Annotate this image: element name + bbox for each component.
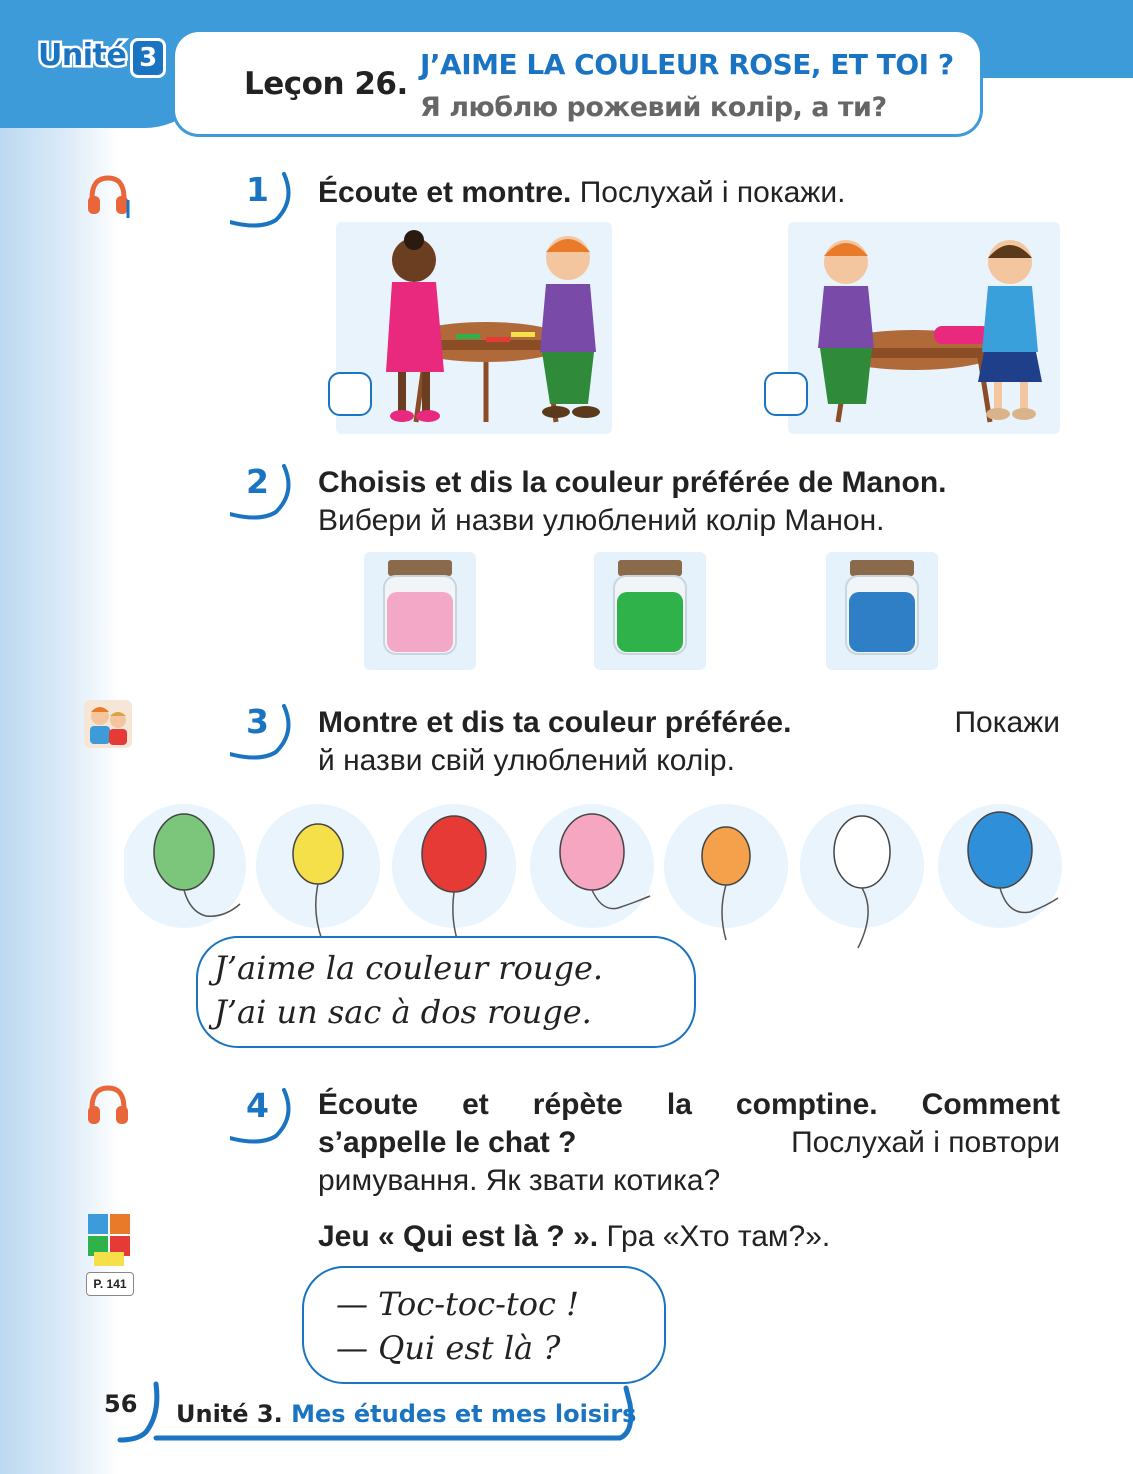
unit-word: Unité (38, 38, 127, 73)
exercise-number-text: 4 (246, 1086, 269, 1125)
jar-blue-icon (826, 552, 938, 670)
jar-tile-pink[interactable] (364, 552, 476, 670)
exercise-3-fr: Montre et dis ta couleur préférée. (318, 706, 792, 739)
game-fr: Jeu « Qui est là ? ». (318, 1220, 599, 1253)
balloon-pink[interactable] (530, 804, 654, 928)
balloon-row (124, 792, 1064, 952)
game-instruction (318, 1218, 830, 1256)
speech-2-line1: — Toc-toc-toc ! (336, 1285, 579, 1323)
exercise-3-ua-line1: Покажи (954, 706, 1060, 739)
headphones-icon (84, 170, 132, 218)
footer-title: Mes études et mes loisirs (291, 1400, 637, 1428)
exercise-2-instruction (318, 464, 1060, 540)
speech-1-line1: J’aime la couleur rouge. (214, 949, 604, 987)
jar-liquid (849, 592, 915, 652)
footer-unit: Unité 3. (176, 1400, 283, 1428)
lesson-title-fr: J’AIME LA COULEUR ROSE, ET TOI ? (420, 48, 954, 81)
speech-bubble-2-text (336, 1282, 579, 1370)
balloon-yellow[interactable] (256, 804, 380, 940)
balloon-white[interactable] (800, 804, 924, 948)
exercise-4-ua-line3: римування. Як звати котика? (318, 1164, 721, 1197)
lesson-title-ua: Я люблю рожевий колір, а ти? (420, 92, 887, 123)
answer-box-1[interactable] (328, 372, 372, 416)
jar-pink-icon (364, 552, 476, 670)
answer-box-2[interactable] (764, 372, 808, 416)
jar-tile-blue[interactable] (826, 552, 938, 670)
speech-2-line2: — Qui est là ? (336, 1329, 561, 1367)
jar-green-icon (594, 552, 706, 670)
exercise-2-fr: Choisis et dis la couleur préférée de Manon. (318, 466, 947, 499)
exercise-3-number (230, 702, 294, 762)
speech-1-line2: J’ai un sac à dos rouge. (214, 993, 592, 1031)
illustration-girl-boy-table (336, 222, 612, 434)
page-number: 56 (104, 1390, 138, 1418)
exercise-2-number (230, 462, 294, 522)
number-bracket-icon (230, 462, 294, 522)
balloon-blue[interactable] (938, 804, 1062, 928)
exercise-4-fr-line1: Écoute et répète la comptine. Comment (318, 1088, 1060, 1121)
headphones-icon (84, 1080, 132, 1128)
jar-tile-green[interactable] (594, 552, 706, 670)
exercise-number-text: 2 (246, 462, 269, 501)
unit-number: 3 (130, 38, 166, 78)
balloon-orange[interactable] (664, 804, 788, 940)
balloon-green[interactable] (124, 804, 246, 928)
balloons-svg (124, 792, 1064, 952)
exercise-1-fr: Écoute et montre. (318, 176, 572, 209)
pair-work-icon (84, 700, 132, 748)
exercise-1-ua: Послухай і покажи. (579, 176, 846, 209)
jar-liquid (387, 592, 453, 652)
exercise-4-instruction (318, 1086, 1060, 1200)
jar-liquid (617, 592, 683, 652)
exercise-number-text: 3 (246, 702, 269, 741)
exercise-1-number (230, 170, 294, 230)
page-reference[interactable]: P. 141 (86, 1272, 134, 1296)
balloon-red[interactable] (392, 804, 516, 948)
exercise-3-ua-line2: й назви свій улюблений колір. (318, 744, 735, 777)
speech-bubble-1-text (214, 946, 603, 1034)
game-cubes-icon (86, 1212, 132, 1268)
footer-unit-title (176, 1400, 636, 1428)
number-bracket-icon (230, 1086, 294, 1146)
exercise-4-ua-line2: Послухай і повтори (791, 1126, 1060, 1159)
exercise-3-instruction (318, 704, 1060, 780)
number-bracket-icon (230, 170, 294, 230)
number-bracket-icon (230, 702, 294, 762)
lesson-label: Leçon 26. (244, 66, 408, 102)
exercise-2-ua: Вибери й назви улюблений колір Манон. (318, 504, 885, 537)
exercise-4-fr-line2: s’appelle le chat ? (318, 1126, 577, 1159)
exercise-1-instruction (318, 174, 845, 212)
exercise-number-text: 1 (246, 170, 269, 209)
exercise-4-number (230, 1086, 294, 1146)
illustration-boy-girl-table (788, 222, 1060, 434)
game-ua: Гра «Хто там?». (606, 1220, 831, 1253)
unit-badge (38, 38, 172, 80)
